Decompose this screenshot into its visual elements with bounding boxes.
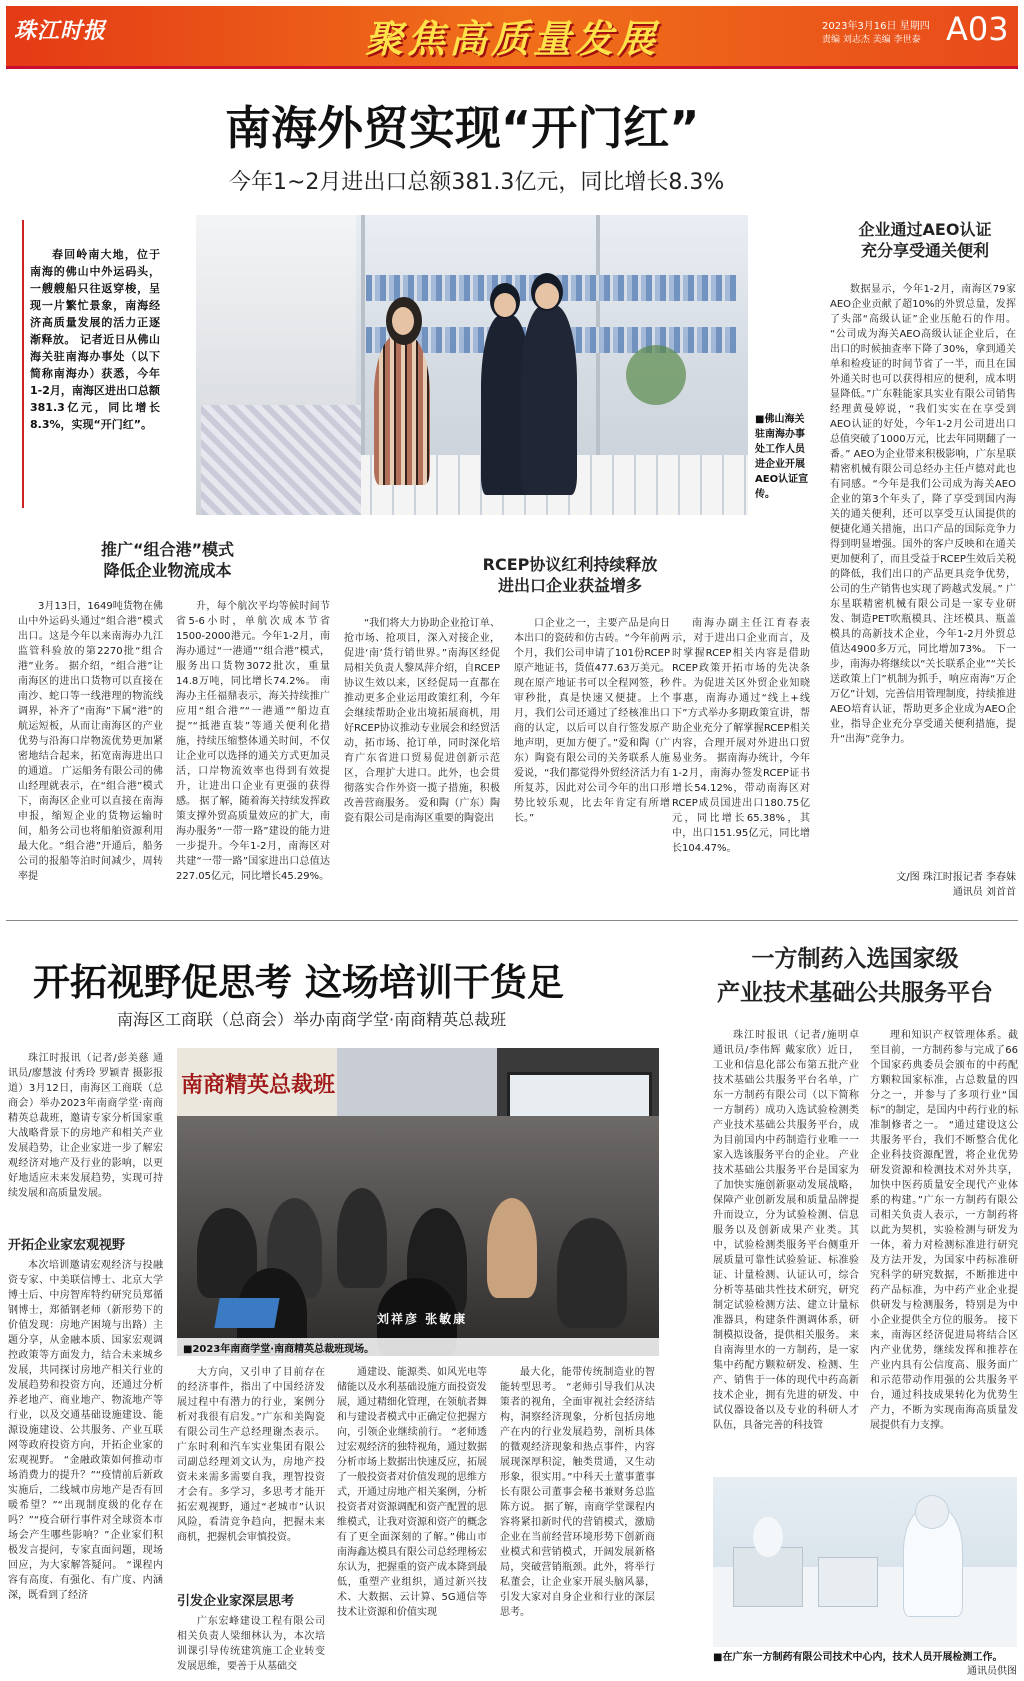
story-divider	[6, 920, 1018, 921]
story2-col2b: 广东宏峰建设工程有限公司相关负责人梁细林认为，本次培训课引导传统建筑施工企业转变发展思维，要善于从基础交	[177, 1616, 325, 1672]
story3-headline-line1: 一方制药入选国家级	[751, 946, 959, 972]
newspaper-logo: 珠江时报	[14, 18, 107, 44]
lead-rule	[22, 220, 24, 508]
training-session-photo	[177, 1048, 659, 1356]
photo2-caption: ■2023年南商学堂·南商精英总裁班现场。	[183, 1344, 375, 1355]
story1-lead: 春回岭南大地，位于南海的佛山中外运码头，一艘艘船只往返穿梭，呈现一片繁忙景象，南海经济高质量发展的活力正逐渐释放。 记者近日从佛山海关驻南海办事处（以下简称南海办）获悉，今年1-2月，南海区进出口总额381.3亿元，同比增长8.3%，实现“开门红”。	[30, 248, 160, 431]
story3-col2: 理和知识产权管理体系。截至目前，一方制药参与完成了66个国家药典委员会颁布的中药配方颗粒国家标准，占总数量的四分之一，并参与了多项行业“国标”的制定，是国内中药行业的标准制修者之一。 “通过建设这公共服务平台，我们不断整合优化企业科技资源配置，将企业优势研发资源和检测技术对外共享，加快中医药质量安全现代产业体系的构建。”广东一方制药有限公司相关负责人表示，一方制药将以此为契机，实验检测与研发为一体，着力对检测标准进行研究及方法开发，为国家中药标准研究科学的研究数据，不断推进中药产品标准，为中药产业企业提供研发与检测服务，特别是为中小企业提供全方位的服务。 接下来，南海区经济促进局将结合区内产业优势，继续发挥和推荐在产业内具有公信度高、服务面广和示范带动作用强的公共服务平台，通过科技成果转化为优势生产力，不断为实现南海高质量发展提供有力支撑。	[870, 1030, 1018, 1431]
photo2-banner: 南商精英总裁班	[181, 1073, 336, 1098]
byline-line1: 文/图 珠江时报记者 李春妹	[896, 872, 1016, 883]
section-c-heading-line2: 充分享受通关便利	[860, 240, 989, 260]
section-a-heading	[30, 540, 305, 582]
page-number: A03	[946, 10, 1009, 48]
lab-testing-photo	[713, 1477, 1017, 1647]
photo3-credit: 通讯员供图	[967, 1666, 1017, 1677]
story2-col1: 本次培训邀请宏观经济与投融资专家、中美联信博士、北京大学博士后、中房智库特约研究员郑循钢博士，郑循钢老师（新形势下的价值发现：房地产困境与出路）主题分享，从金融本质、国家宏观调控政策等方面发力，结合未来城乡发展，共同探讨房地产相关行业的发展趋势和投资方向，还通过分析养老地产、商业地产、物流地产等行业，以及交通基础设施建设、能源设施建设、公共服务、产业互联网等政府投资方向，开拓企业家的宏观视野。 “金融政策如何推动市场消费力的提升？”“疫情前后新政实施后，二线城市房地产是否有回暖希望？”“出现制度级的化存在吗？”“疫合研行事件对全球资本市场会产生哪些影响？”企业家们积极发言提问，专家直面问题，现场回应，为大家解答疑问。 “课程内容有高度、有强化、有广度、内涵深，既看到了经济	[8, 1260, 163, 1601]
story3-col1: 珠江时报讯（记者/施明卓 通讯员/李伟辉 戴家欣）近日，工业和信息化部公布第五批产业技术基础公共服务平台名单，广东一方制药有限公司（以下简称一方制药）成功入选试验检测类产业技术基础公共服务平台，成为目前国内中药制造行业唯一一家入选该服务平台的企业。 产业技术基础公共服务平台是国家为了加快实施创新驱动发展战略，保障产业创新发展和质量品牌提升而设立，分为试验检测、信息服务以及创新成果产业类。其中，试验检测类服务平台侧重开展质量可靠性试验验证、标准验证、计量检测、认证认可，综合分析等基础共性技术研究，研究制定试验检测方法、建立计量标准器具，构建条件测调体系，研制模拟设备，提供相关服务。 来自南海里水的一方制药，是一家集中药配方颗粒研发、检测、生产、销售于一体的现代中药高新技术企业，拥有先进的研发、中试仪器设备以及专业的科研人才队伍，具备完善的科技管	[713, 1030, 859, 1431]
photo2-nameboards: 刘祥彦 张敏康	[377, 1312, 468, 1326]
story2-col3: 通建设、能源类、如风光电等储能以及水利基础设施方面投资发展，通过精细化管理，在领航者舞和与建设者模式中正确定位把握方向，引领企业继续前行。 “老师透过宏观经济的独特视角，通过数据分析市场上数据出快速反应，拓展了一般投资者对价值发现的思维方式，开通过房地产相关案例，分析投资者对资源调配和资产配置的思维模式，让我对资源和资产的概念有了更全面深刻的了解。”佛山市南海鑫达模具有限公司总经理杨宏东认为，把握重的资产成本降到最低，重塑产业组织，通过新兴技术、大数据、云计算、5G通信等技术让资源和价值实现	[337, 1367, 487, 1618]
section-c-heading-line1: 企业通过AEO认证	[858, 220, 992, 239]
section-a-col2: 升，每个航次平均等候时间节省5-6小时，单航次成本节省1500-2000港元。今年1-2月，南海办通过“一港通”“组合港”模式，服务出口货物3072批次，重量14.8万吨，同比增长74.2%。 南海办主任福鼎表示，海关持续推广应用“组合港”“一港通”“船边直提”“抵港直装”等通关便利化措施，持续压缩整体通关时间，不仅让企业可以选择的通关方式更加灵活，口岸物流效率也得到有效提升，让进出口企业有更强的获得感。 据了解，随着海关持续发挥政策支撑外贸高质量效应的扩大，南海办服务“一带一路”建设的能力进一步提升。今年1-2月，南海区对共建“一带一路”国家进出口总值达227.05亿元，同比增长45.29%。	[176, 601, 330, 882]
aeo-publicity-photo	[196, 215, 748, 515]
section-b-heading	[440, 555, 700, 597]
byline-line2: 通讯员 刘首首	[952, 887, 1016, 898]
story2-headline: 开拓视野促思考 这场培训干货足	[33, 961, 564, 1004]
story3-headline	[690, 942, 1020, 1010]
section-b-heading-line2: 进出口企业获益增多	[497, 575, 642, 595]
section-b-col1: “我们将大力协助企业抢订单、抢市场、抢项目，深入对接企业，促进‘南’货行销世界。”南海区经促局相关负责人黎凤萍介绍，自RCEP协议生效以来，区经促局一直都在推动更多企业运用政策红利，今年会继续帮助企业出境拓展商机，用好RCEP协议推动专业展会和经贸活动，拓市场、抢订单，同时深化培育广东省进口贸易促进创新示范区，合理扩大进口。此外，也会贯彻落实合作外资一揽子措施，积极改善营商服务。 爱和陶（广东）陶瓷有限公司是南海区重要的陶瓷出	[344, 618, 500, 824]
section-b-col3: 南海办副主任江育春表示，对于进出口企业而言，及时掌握RCEP相关内容是借助RCEP政策开拓市场的先决条件。为促进关区外贸企业知晓事惠，南海办通过“线上+线下”方式举办多期政策宣讲，帮助企业充分了解掌握RCEP相关内容，合理开展对外进出口贸易业务。 据南海办统计，今年1-2月，南海办签发RCEP证书增长54.12%，带动南海区对RCEP成员国进出口180.75亿元，同比增长65.38%，其中，出口151.95亿元，同比增长104.47%。	[672, 618, 810, 854]
section-a-heading-line1: 推广“组合港”模式	[100, 540, 235, 559]
editor-credit: 责编 刘志杰 美编 李世泰	[822, 35, 921, 45]
section-a-heading-line2: 降低企业物流成本	[103, 560, 232, 580]
photo1-caption: ■佛山海关驻南海办事处工作人员进企业开展AEO认证宣传。	[755, 414, 809, 500]
story2-subhead: 南海区工商联（总商会）举办南商学堂·南商精英总裁班	[117, 1010, 507, 1029]
issue-date: 2023年3月16日 星期四	[822, 21, 930, 32]
section-c-heading	[835, 220, 1015, 262]
section-a-col1: 3月13日，1649吨货物在佛山中外运码头通过“组合港”模式出口。这是今年以来南海办九江监管科验放的第2270批“组合港”业务。 据介绍，“组合港”让南海区的进出口货物可以直接在南沙、蛇口等一线港理的物流线调界，补齐了“南海”下属“港”的航运短板，从而让南海区的产业优势与沿海口岸物流优势更加紧密地结合起来，拓宽南海进出口的通道。 广运船务有限公司的佛山经理就表示，在“组合港”模式下，南海区企业可以直接在南海申报，缩短企业的货物运输时间，船务公司也将船舶资源利用最大化。“组合港”开通后，船务公司的报船等泊时间减少，周转率提	[18, 601, 163, 882]
story2-col4: 最大化，能带传统制造业的智能转型思考。 “老师引导我们从决策者的视角，全面审视社会经济结构，洞察经济现象，分析包括房地产在内的行业发展趋势，剖析具体的微观经济现象和热点事件，内容展现深厚积淀，触类贯通，又生动形象，很实用。”中科天土董事董事长有限公司董事会秘书兼财务总监陈方说。 据了解，南商学堂课程内容将紧扣新时代的营销模式，激励企业在当前经营环境形势下创新商业模式和营销模式，开阔发展新格局，突破营销瓶颈。此外，将举行私董会，让企业家开展头脑风暴，引发大家对自身企业和行业的深层思考。	[500, 1367, 655, 1618]
section-title: 聚焦高质量发展	[365, 17, 660, 61]
section-c-col: 数据显示，今年1-2月，南海区79家AEO企业贡献了超10%的外贸总量，发挥了头部“高级认证”企业压舱石的作用。 “公司成为海关AEO高级认证企业后，在出口的时候抽查率下降了30%，拿到通关单和检疫证的时间节省了一半，而且在国外通关时也可以获得相应的便利，成本明显降低。”广东鞋能家具实业有限公司销售经理黄曼婷说，“我们实实在在享受到AEO认证的好处，今年1-2月公司进出口总值突破了1000万元，比去年同期翻了一番。” AEO为企业带来积极影响，广东星联精密机械有限公司总经办主任卢德对此也有同感。“今年是我们公司成为海关AEO企业的第3个年头了，降了享受到国内海关的通关便利，还可以享受互认国提供的便捷化通关措施，出口产品的国际竞争力得到明显增强。国外的客户反映和在通关更加便利了，而且受益于RCEP生效后关税的降低，我们出口的产品更具竞争优势，公司的生产销售也实现了跨越式发展。” 广东星联精密机械有限公司是一家专业研发、制造PET吹瓶模具、注坯模具、瓶盖模具的高新技术企业，今年1-2月外贸总值达4900多万元，同比增加73%。 下一步，南海办将继续以“关长联系企业”“关长送政策上门”机制为抓手，响应南海“万企万亿”计划，完善信用管理制度，持续推进AEO培育认证，帮助更多企业成为AEO企业，指导企业充分享受通关便利措施，提升“出海”竞争力。	[830, 284, 1016, 745]
section-b-heading-line1: RCEP协议红利持续释放	[482, 555, 658, 574]
story2-subsection2: 引发企业家深层思考	[177, 1594, 295, 1609]
story1-subhead: 今年1~2月进出口总额381.3亿元，同比增长8.3%	[229, 170, 725, 195]
photo3-caption: ■在广东一方制药有限公司技术中心内，技术人员开展检测工作。	[713, 1652, 1003, 1663]
story1-byline	[830, 870, 1016, 900]
story2-subsection1: 开拓企业家宏观视野	[8, 1238, 126, 1253]
section-b-col2: 口企业之一，主要产品是向日本出口的瓷砖和仿古砖。“今年前两个月，我们公司申请了101份RCEP原产地证书，货值477.63万美元。现在原产地证书可以全程网签，秒审秒批，真是快速又便捷。上个月，我们公司还通过了经核准出口商的认定，以后可以自行签发原产地声明，更加方便了。”爱和陶（广东）陶瓷有限公司的关务联系人施爱说，“我们都觉得外贸经济活力有所复苏，因此对公司今年的出口形势比较乐观，比去年肯定有所增长。”	[514, 618, 670, 824]
story1-headline: 南海外贸实现“开门红”	[225, 101, 700, 155]
story3-headline-line2: 产业技术基础公共服务平台	[717, 980, 993, 1006]
story2-col2: 大方向，又引申了目前存在的经济事件，指出了中国经济发展过程中有潜力的行业，案例分析对我很有启发。”广东和美陶瓷有限公司生产总经理谢杰表示。 广东时利和汽车实业集团有限公司副总经理刘文认为，房地产投资未来需多需要自我，理智投资才会有。多学习，多思考才能开拓宏观视野，通过“老城市”认识风险，看清竞争趋向，把握未来商机，把握机会审慎投资。	[177, 1367, 325, 1543]
story2-lead: 珠江时报讯（记者/彭美慈 通讯员/廖慧波 付秀玲 罗颖青 摄影报道）3月12日，南海区工商联（总商会）举办2023年南商学堂·南商精英总裁班，邀请专家分析国家重大战略背景下的房地产和相关产业发展趋势，让企业家进一步了解宏观经济对地产及行业的影响，以更好地适应未来发展趋势，实现可持续发展和高质量发展。	[8, 1053, 163, 1199]
